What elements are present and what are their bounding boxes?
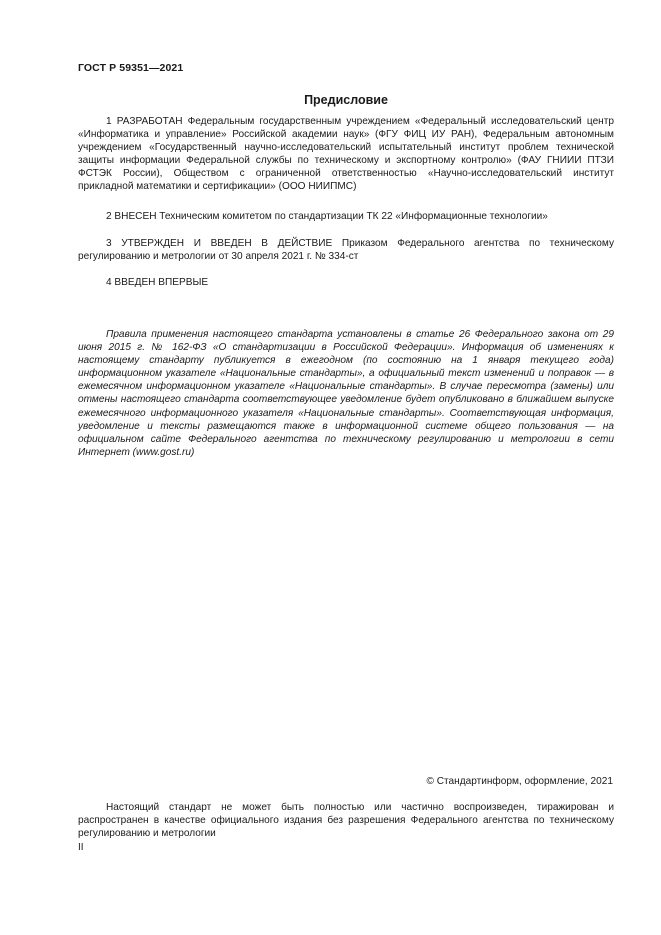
paragraph-introduced-first: 4 ВВЕДЕН ВПЕРВЫЕ [106, 277, 209, 288]
paragraph-developed-by: 1 РАЗРАБОТАН Федеральным государственным учреждением «Федеральный исследовательский центр «Информатика и управление» Российской академии наук» (ФГУ ФИЦ ИУ РАН), Федеральным автономным учреждением «Государственный научно-исследовательский испытательный институт проблем технической защиты информации Федеральной службы по техническому и экспортному контролю» (ФАУ ГНИИИ ПТЗИ ФСТЭК России), Обществом с ограниченной ответственностью «Научно-исследовательский институт прикладной математики и сертификации» (ООО НИИПМС) [78, 116, 614, 193]
copyright-notice: © Стандартинформ, оформление, 2021 [426, 776, 613, 787]
page-number: II [78, 842, 84, 853]
paragraph-approved: 3 УТВЕРЖДЕН И ВВЕДЕН В ДЕЙСТВИЕ Приказом Федерального агентства по техническому регулированию и метрологии от 30 апреля 2021 г. № 334-ст [78, 238, 614, 263]
application-rules-note: Правила применения настоящего стандарта установлены в статье 26 Федерального закона от 29 июня 2015 г. № 162-ФЗ «О стандартизации в Российской Федерации». Информация об изменениях к настоящему стандарту публикуется в ежегодном (по состоянию на 1 января текущего года) информационном указателе «Национальные стандарты», а официальный текст изменений и поправок — в ежемесячном информационном указателе «Национальные стандарты». В случае пересмотра (замены) или отмены настоящего стандарта соответствующее уведомление будет опубликовано в ближайшем выпуске ежемесячного информационного указателя «Национальные стандарты». Соответствующая информация, уведомление и тексты размещаются также в информационной системе общего пользования — на официальном сайте Федерального агентства по техническому регулированию и метрологии в сети Интернет (www.gost.ru) [78, 329, 614, 458]
legal-notice: Настоящий стандарт не может быть полностью или частично воспроизведен, тиражирован и распространен в качестве официального издания без разрешения Федерального агентства по техническому регулированию и метрологии [78, 802, 614, 840]
page-title: Предисловие [304, 93, 388, 107]
document-id: ГОСТ Р 59351—2021 [78, 62, 184, 74]
paragraph-submitted-by: 2 ВНЕСЕН Техническим комитетом по стандартизации ТК 22 «Информационные технологии» [106, 211, 548, 222]
